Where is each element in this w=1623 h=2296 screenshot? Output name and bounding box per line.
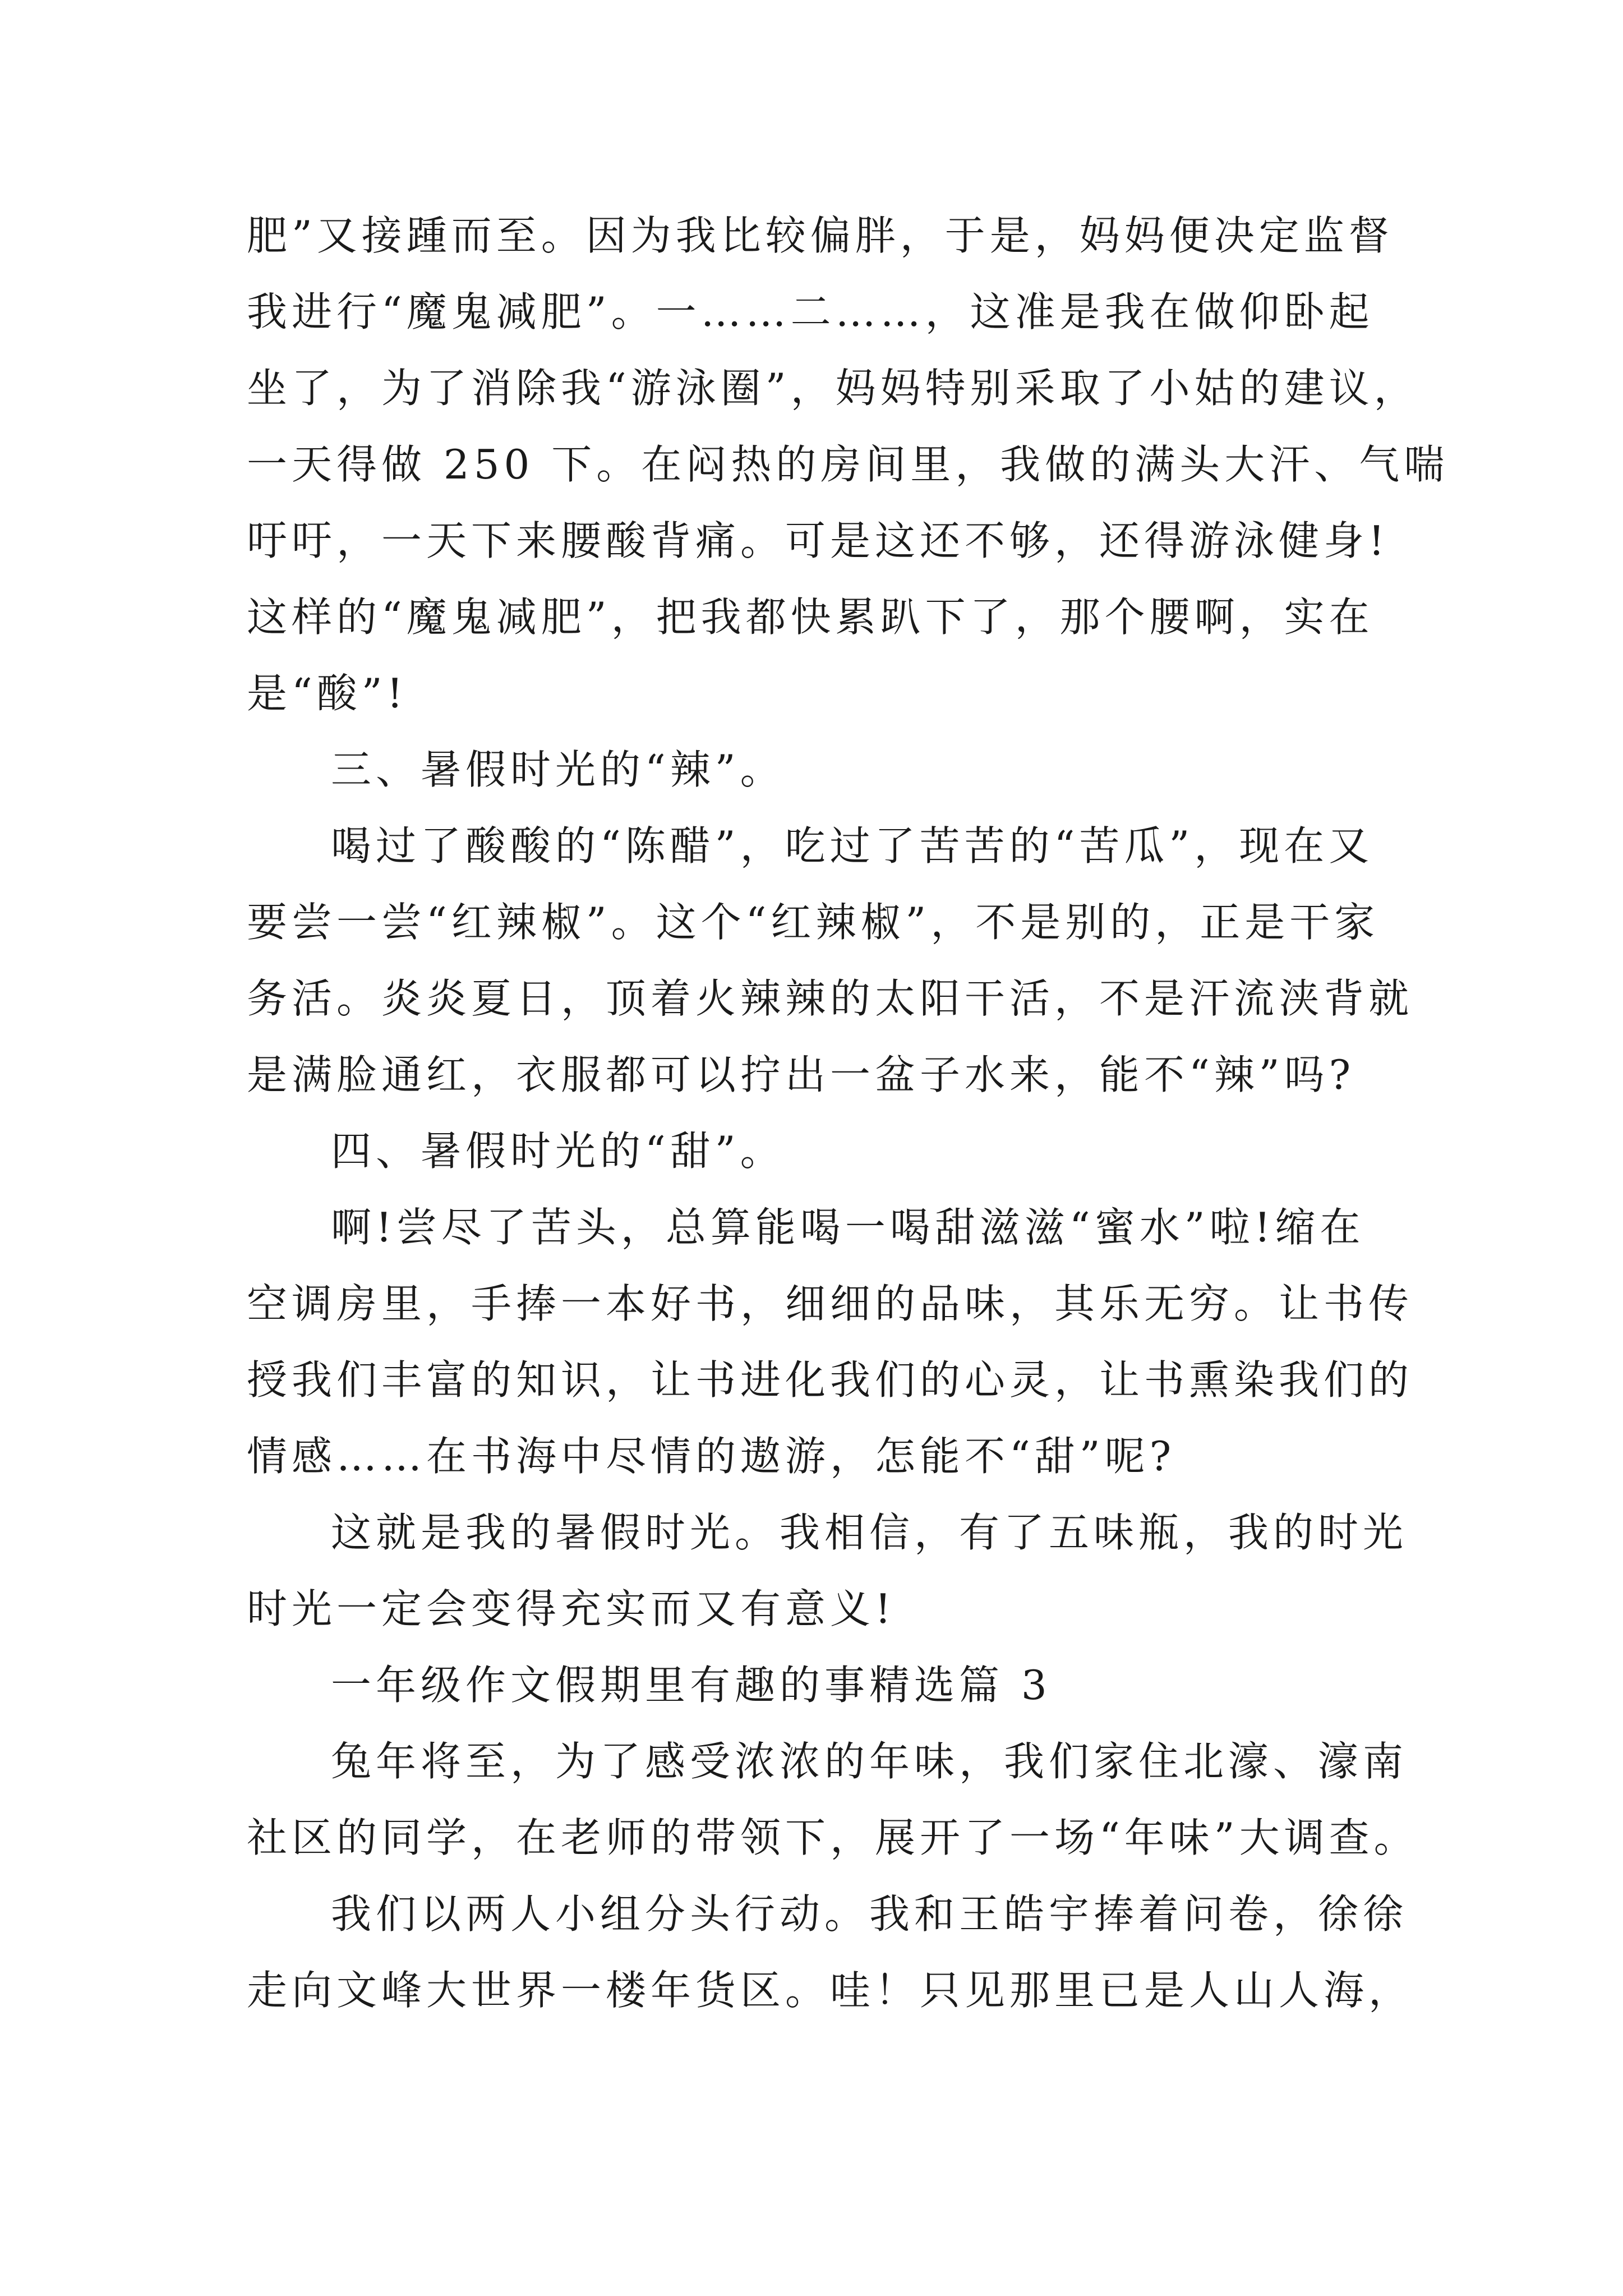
text-line: 务活。炎炎夏日，顶着火辣辣的太阳干活，不是汗流浃背就	[247, 975, 1414, 1022]
section-heading: 三、暑假时光的“辣”。	[331, 746, 785, 793]
text-line: 喝过了酸酸的“陈醋”，吃过了苦苦的“苦瓜”，现在又	[331, 822, 1374, 869]
text-line: 是“酸”!	[247, 670, 408, 717]
text-line: 空调房里，手捧一本好书，细细的品味，其乐无穷。让书传	[247, 1280, 1414, 1327]
text-line: 我们以两人小组分头行动。我和王皓宇捧着问卷，徐徐	[331, 1890, 1408, 1938]
text-line: 授我们丰富的知识，让书进化我们的心灵，让书熏染我们的	[247, 1356, 1414, 1404]
article-title: 一年级作文假期里有趣的事精选篇 3	[331, 1662, 1052, 1709]
text-line: 这样的“魔鬼减肥”，把我都快累趴下了，那个腰啊，实在	[247, 593, 1374, 641]
text-line: 一天得做 250 下。在闷热的房间里，我做的满头大汗、气喘	[247, 441, 1449, 488]
section-heading: 四、暑假时光的“甜”。	[331, 1128, 785, 1175]
text-line: 走向文峰大世界一楼年货区。哇！只见那里已是人山人海，	[247, 1967, 1414, 2014]
text-line: 情感……在书海中尽情的遨游，怎能不“甜”呢?	[247, 1433, 1176, 1480]
text-line: 兔年将至，为了感受浓浓的年味，我们家住北濠、濠南	[331, 1738, 1408, 1785]
text-line: 这就是我的暑假时光。我相信，有了五味瓶，我的时光	[331, 1509, 1408, 1556]
text-line: 时光一定会变得充实而又有意义!	[247, 1585, 896, 1632]
text-line: 是满脸通红，衣服都可以拧出一盆子水来，能不“辣”吗?	[247, 1051, 1355, 1098]
text-line: 啊!尝尽了苦头，总算能喝一喝甜滋滋“蜜水”啦!缩在	[331, 1204, 1365, 1251]
text-line: 肥”又接踵而至。因为我比较偏胖，于是，妈妈便决定监督	[247, 212, 1394, 259]
text-line: 吁吁，一天下来腰酸背痛。可是这还不够，还得游泳健身!	[247, 517, 1389, 564]
text-line: 社区的同学，在老师的带领下，展开了一场“年味”大调查。	[247, 1814, 1419, 1861]
text-line: 坐了，为了消除我“游泳圈”，妈妈特别采取了小姑的建议，	[247, 365, 1419, 412]
text-line: 我进行“魔鬼减肥”。一……二……，这准是我在做仰卧起	[247, 288, 1374, 335]
text-line: 要尝一尝“红辣椒”。这个“红辣椒”，不是别的，正是干家	[247, 899, 1380, 946]
